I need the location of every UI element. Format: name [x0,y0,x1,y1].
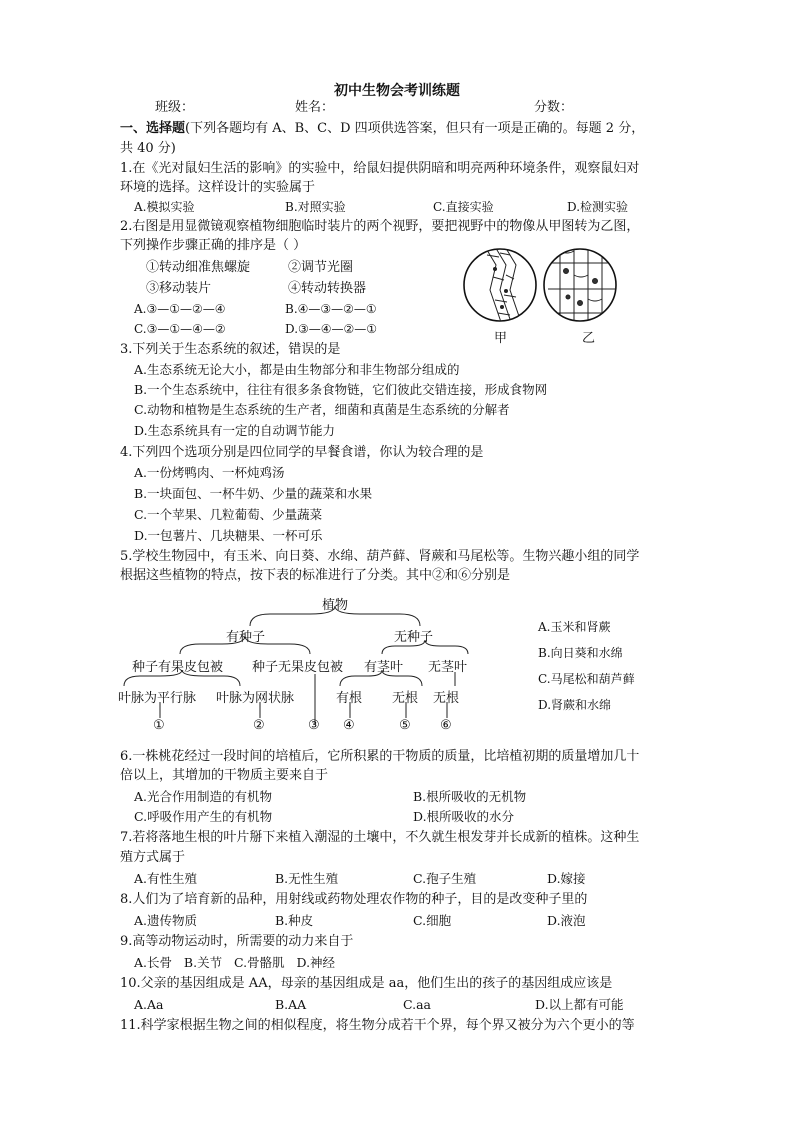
q6-stem-1: 6.一株桃花经过一段时间的培植后，它所积累的干物质的质量，比培植初期的质量增加几十 [120,749,640,764]
q6-option-a: A.光合作用制造的有机物 [134,789,273,804]
q10-option-c: C.aa [403,997,431,1012]
q8-stem: 8.人们为了培育新的品种，用射线或药物处理农作物的种子，目的是改变种子里的 [120,892,588,907]
q7-stem-2: 殖方式属于 [120,850,186,865]
q2-option-b: B.④—③—②—① [285,302,377,316]
q3-option-b: B.一个生态系统中，往往有很多条食物链，它们彼此交错连接，形成食物网 [134,382,548,397]
q9-stem: 9.高等动物运动时，所需要的动力来自于 [120,934,354,949]
q5-stem-1: 5.学校生物园中，有玉米、向日葵、水绵、葫芦藓、肾蕨和马尾松等。生物兴趣小组的同学 [120,549,640,564]
q1-stem-2: 环境的选择。这样设计的实验属于 [120,180,316,195]
section-desc-2: 共 40 分) [120,141,176,156]
q5-option-d: D.肾蕨和水绵 [538,698,612,712]
tree-root-yes: 有根 [336,691,363,706]
q4-option-d: D.一包薯片、几块糖果、一杯可乐 [134,528,323,543]
tree-nostemleaf: 无茎叶 [428,660,468,675]
tree-stemleaf: 有茎叶 [364,660,404,675]
score-label: 分数： [534,100,574,115]
tree-root-no-2: 无根 [433,691,460,706]
q10-stem: 10.父亲的基因组成是 AA，母亲的基因组成是 aa，他们生出的孩子的基因组成应该是 [120,976,613,991]
q4-option-c: C.一个苹果、几粒葡萄、少量蔬菜 [134,507,323,522]
q8-option-b: B.种皮 [275,913,314,928]
q7-option-a: A.有性生殖 [134,871,198,886]
tree-num-1: ① [153,718,165,733]
q2-step-4: ④转动转换器 [288,281,367,296]
q1-option-a: A.模拟实验 [134,200,195,214]
q6-option-b: B.根所吸收的无机物 [413,789,527,804]
page-title: 初中生物会考训练题 [334,83,460,99]
q5-option-a: A.玉米和肾蕨 [538,620,611,634]
tree-netted: 叶脉为网状脉 [216,691,295,706]
classification-tree [110,594,490,744]
q8-option-a: A.遗传物质 [134,913,198,928]
q2-option-d: D.③—④—②—① [285,322,378,336]
tree-num-3: ③ [308,718,320,733]
q2-step-1: ①转动细准焦螺旋 [146,260,251,275]
q3-stem: 3.下列关于生态系统的叙述，错误的是 [120,342,341,357]
q10-option-a: A.Aa [134,997,164,1012]
q4-option-a: A.一份烤鸭肉、一杯炖鸡汤 [134,465,285,480]
q4-option-b: B.一块面包、一杯牛奶、少量的蔬菜和水果 [134,486,373,501]
tree-covered: 种子有果皮包被 [132,660,224,675]
q10-option-b: B.AA [275,997,307,1012]
q2-option-a: A.③—①—②—④ [134,302,226,316]
q4-stem: 4.下列四个选项分别是四位同学的早餐食谱，你认为较合理的是 [120,445,484,460]
q9-options: A.长骨 B.关节 C.骨骼肌 D.神经 [134,955,336,970]
q1-option-b: B.对照实验 [285,200,346,214]
tree-noseed: 无种子 [394,630,434,645]
tree-root: 植物 [322,598,349,613]
q2-step-3: ③移动装片 [146,281,212,296]
q5-option-b: B.向日葵和水绵 [538,646,623,660]
q10-option-d: D.以上都有可能 [535,997,624,1012]
section-heading: 一、选择题 [120,121,186,136]
figure-label-yi: 乙 [582,331,596,346]
q6-option-d: D.根所吸收的水分 [413,809,515,824]
q6-option-c: C.呼吸作用产生的有机物 [134,809,273,824]
q11-stem: 11.科学家根据生物之间的相似程度，将生物分成若干个界，每个界又被分为六个更小的等 [120,1018,635,1033]
q7-option-c: C.孢子生殖 [413,871,477,886]
q7-option-d: D.嫁接 [547,871,586,886]
q2-stem-2: 下列操作步骤正确的排序是（ ） [120,238,307,253]
figure-label-jia: 甲 [494,331,508,346]
q1-stem-1: 1.在《光对鼠妇生活的影响》的实验中，给鼠妇提供阴暗和明亮两种环境条件，观察鼠妇对 [120,161,640,176]
tree-num-4: ④ [343,718,355,733]
q5-stem-2: 根据这些植物的特点，按下表的标准进行了分类。其中②和⑥分别是 [120,568,511,583]
q3-option-c: C.动物和植物是生态系统的生产者，细菌和真菌是生态系统的分解者 [134,402,510,417]
q1-option-c: C.直接实验 [433,200,494,214]
tree-naked: 种子无果皮包被 [252,660,344,675]
q8-option-d: D.液泡 [547,913,586,928]
microscope-figure [462,245,622,355]
section-heading-line [120,120,644,138]
tree-parallel: 叶脉为平行脉 [118,691,197,706]
q3-option-a: A.生态系统无论大小，都是由生物部分和非生物部分组成的 [134,362,460,377]
q3-option-d: D.生态系统具有一定的自动调节能力 [134,423,336,438]
q2-stem-1: 2.右图是用显微镜观察植物细胞临时装片的两个视野，要把视野中的物像从甲图转为乙图， [120,219,640,234]
section-desc: (下列各题均有 A、B、C、D 四项供选答案，但只有一项是正确的。每题 2 分， [185,121,645,136]
q5-option-c: C.马尾松和葫芦藓 [538,672,635,686]
microscope-views [462,245,622,335]
q7-stem-1: 7.若将落地生根的叶片掰下来植入潮湿的土壤中，不久就生根发芽并长成新的植株。这种生 [120,830,640,845]
class-label: 班级： [155,100,195,115]
name-label: 姓名： [295,100,335,115]
q7-option-b: B.无性生殖 [275,871,339,886]
tree-num-6: ⑥ [440,718,452,733]
tree-num-2: ② [253,718,265,733]
q2-option-c: C.③—①—④—② [134,322,226,336]
q2-step-2: ②调节光圈 [288,260,354,275]
tree-num-5: ⑤ [399,718,411,733]
tree-seed: 有种子 [226,630,266,645]
q8-option-c: C.细胞 [413,913,452,928]
q6-stem-2: 倍以上，其增加的干物质主要来自于 [120,768,329,783]
q1-option-d: D.检测实验 [567,200,629,214]
tree-root-no-1: 无根 [392,691,419,706]
